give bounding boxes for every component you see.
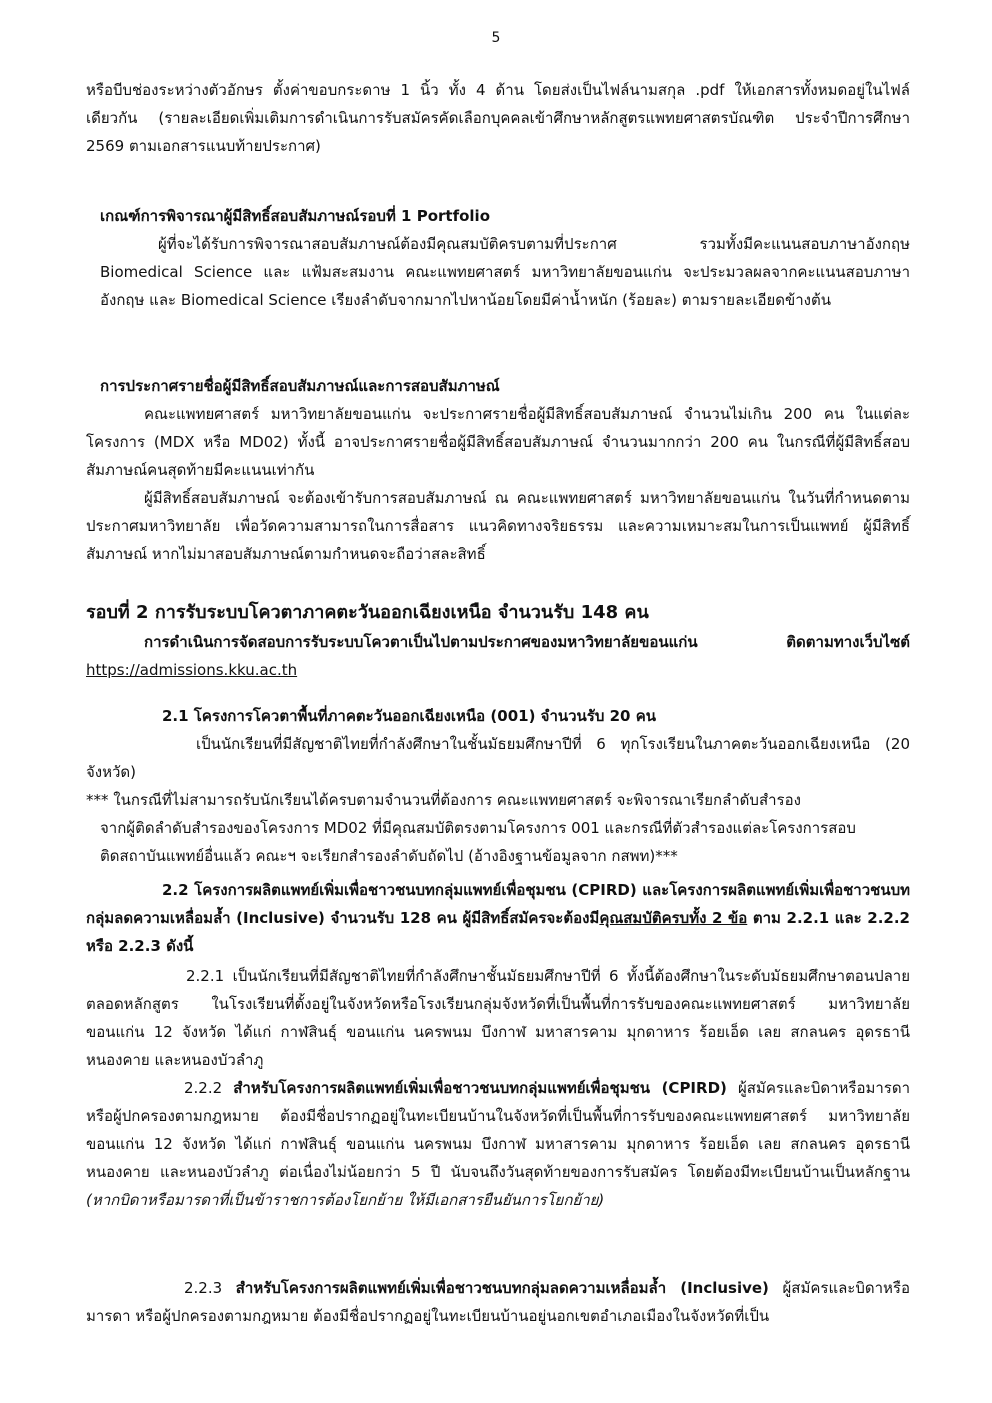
section-2-2-3-body [86,1274,910,1330]
announcement-heading: การประกาศรายชื่อผู้มีสิทธิ์สอบสัมภาษณ์และการสอบสัมภาษณ์ [100,377,500,395]
section-2-2-3-title: สำหรับโครงการผลิตแพทย์เพิ่มเพื่อชาวชนบทกลุ่มลดความเหลื่อมล้ำ (Inclusive) [235,1279,769,1297]
portfolio-section [86,202,910,314]
section-2-2-3-text: ผู้สมัครและบิดาหรือมารดา หรือผู้ปกครองตามกฎหมาย ต้องมีชื่อปรากฏอยู่ในทะเบียนบ้านอยู่นอกเขตอำเภอเมืองในจังหวัดที่เป็น [86,1279,910,1325]
section-2-1-body: เป็นนักเรียนที่มีสัญชาติไทยที่กำลังศึกษาในชั้นมัธยมศึกษาปีที่ 6 ทุกโรงเรียนในภาคตะวันออกเฉียงเหนือ (20 จังหวัด) [86,735,910,781]
section-2-2-2-text: ผู้สมัครและบิดาหรือมารดาหรือผู้ปกครองตามกฎหมาย ต้องมีชื่อปรากฏอยู่ในทะเบียนบ้านในจังหวัดที่เป็นพื้นที่การรับของคณะแพทยศาสตร์ มหาวิทยาลัยขอนแก่น 12 จังหวัด ได้แก่ กาฬสินธุ์ ขอนแก่น นครพนม บึงกาฬ มหาสารคาม มุกดาหาร ร้อยเอ็ด เลย สกลนคร อุดรธานี หนองคาย และหนองบัวลำภู ต่อเนื่องไม่น้อยกว่า 5 ปี นับจนถึงวันสุดท้ายของการรับสมัคร โดยต้องมีทะเบียนบ้านเป็นหลักฐาน [86,1079,910,1181]
section-2-1-note-line2: จากผู้ติดลำดับสำรองของโครงการ MD02 ที่มีคุณสมบัติตรงตามโครงการ 001 และกรณีที่ตัวสำรองแต่ละโครงการสอบ [100,819,856,837]
portfolio-heading: เกณฑ์การพิจารณาผู้มีสิทธิ์สอบสัมภาษณ์รอบที่ 1 Portfolio [100,207,490,225]
announcement-para2: ผู้มีสิทธิ์สอบสัมภาษณ์ จะต้องเข้ารับการสอบสัมภาษณ์ ณ คณะแพทยศาสตร์ มหาวิทยาลัยขอนแก่น ในวันที่กำหนดตามประกาศมหาวิทยาลัย เพื่อวัดความสามารถในการสื่อสาร แนวคิดทางจริยธรรม และความเหมาะสมในการเป็นแพทย์ ผู้มีสิทธิ์สัมภาษณ์ หากไม่มาสอบสัมภาษณ์ตามกำหนดจะถือว่าสละสิทธิ์ [86,489,910,563]
section-2-2-heading-underlined: คุณสมบัติครบทั้ง 2 ข้อ [599,909,748,927]
portfolio-body: ผู้ที่จะได้รับการพิจารณาสอบสัมภาษณ์ต้องมีคุณสมบัติครบตามที่ประกาศ รวมทั้งมีคะแนนสอบภาษาอังกฤษ Biomedical Science และ แฟ้มสะสมงาน คณะแพทยศาสตร์ มหาวิทยาลัยขอนแก่น จะประมวลผลจากคะแนนสอบภาษาอังกฤษ และ Biomedical Science เรียงลำดับจากมากไปหาน้อยโดยมีค่าน้ำหนัก (ร้อยละ) ตามรายละเอียดข้างต้น [100,235,910,309]
announcement-section [86,372,910,568]
section-2-2-heading-part2: ตาม 2.2.1 และ 2.2.2 หรือ 2.2.3 ดังนี้ [86,909,910,955]
admissions-link[interactable]: https://admissions.kku.ac.th [86,661,298,679]
round2-section [86,598,910,684]
section-2-1-note-line3: ติดสถาบันแพทย์อื่นแล้ว คณะฯ จะเรียกสำรองลำดับถัดไป (อ้างอิงฐานข้อมูลจาก กสพท)*** [100,847,678,865]
page-number: 5 [491,30,501,46]
section-2-2-heading [86,876,910,960]
announcement-para1: คณะแพทยศาสตร์ มหาวิทยาลัยขอนแก่น จะประกาศรายชื่อผู้มีสิทธิ์สอบสัมภาษณ์ จำนวนไม่เกิน 200 คน ในแต่ละโครงการ (MDX หรือ MD02) ทั้งนี้ อาจประกาศรายชื่อผู้มีสิทธิ์สอบสัมภาษณ์ จำนวนมากกว่า 200 คน ในกรณีที่ผู้มีสิทธิ์สอบสัมภาษณ์คนสุดท้ายมีคะแนนเท่ากัน [86,405,910,479]
section-2-1-note-line1: *** ในกรณีที่ไม่สามารถรับนักเรียนได้ครบตามจำนวนที่ต้องการ คณะแพทยศาสตร์ จะพิจารณาเรียกลำดับสำรอง [86,791,801,809]
intro-paragraph [86,76,910,160]
round2-intro-text: การดำเนินการจัดสอบการรับระบบโควตาเป็นไปตามประกาศของมหาวิทยาลัยขอนแก่น ติดตามทางเว็บไซต์ [144,633,910,651]
section-2-2-2 [86,1074,910,1214]
section-2-2-2-body [86,1074,910,1214]
section-2-2 [86,876,910,960]
section-2-2-1 [86,962,910,1074]
section-2-1-heading: 2.1 โครงการโควตาพื้นที่ภาคตะวันออกเฉียงเหนือ (001) จำนวนรับ 20 คน [162,707,656,725]
section-2-2-heading-part1: 2.2 โครงการผลิตแพทย์เพิ่มเพื่อชาวชนบทกลุ่มแพทย์เพื่อชุมชน (CPIRD) และโครงการผลิตแพทย์เพิ่มเพื่อชาวชนบทกลุ่มลดความเหลื่อมล้ำ (Inclusive) จำนวนรับ 128 คน ผู้มีสิทธิ์สมัครจะต้องมี [86,881,910,927]
section-2-2-3 [86,1274,910,1330]
round2-heading: รอบที่ 2 การรับระบบโควตาภาคตะวันออกเฉียงเหนือ จำนวนรับ 148 คน [86,602,649,623]
section-2-2-1-body: 2.2.1 เป็นนักเรียนที่มีสัญชาติไทยที่กำลังศึกษาชั้นมัธยมศึกษาปีที่ 6 ทั้งนี้ต้องศึกษาในระดับมัธยมศึกษาตอนปลายตลอดหลักสูตร ในโรงเรียนที่ตั้งอยู่ในจังหวัดหรือโรงเรียนกลุ่มจังหวัดที่เป็นพื้นที่การรับของคณะแพทยศาสตร์ มหาวิทยาลัยขอนแก่น 12 จังหวัด ได้แก่ กาฬสินธุ์ ขอนแก่น นครพนม บึงกาฬ มหาสารคาม มุกดาหาร ร้อยเอ็ด เลย สกลนคร อุดรธานี หนองคาย และหนองบัวลำภู [86,967,910,1069]
section-2-2-3-number: 2.2.3 [184,1279,223,1297]
section-2-1 [86,702,910,870]
section-2-2-2-number: 2.2.2 [184,1079,223,1097]
section-2-2-2-italic-note: (หากบิดาหรือมารดาที่เป็นข้าราชการต้องโยกย้าย ให้มีเอกสารยืนยันการโยกย้าย) [86,1191,605,1209]
round2-intro [86,628,910,684]
section-2-2-2-title: สำหรับโครงการผลิตแพทย์เพิ่มเพื่อชาวชนบทกลุ่มแพทย์เพื่อชุมชน (CPIRD) [233,1079,727,1097]
intro-text: หรือบีบช่องระหว่างตัวอักษร ตั้งค่าขอบกระดาษ 1 นิ้ว ทั้ง 4 ด้าน โดยส่งเป็นไฟล์นามสกุล .pdf ให้เอกสารทั้งหมดอยู่ในไฟล์เดียวกัน (รายละเอียดเพิ่มเติมการดำเนินการรับสมัครคัดเลือกบุคคลเข้าศึกษาหลักสูตรแพทยศาสตรบัณฑิต ประจำปีการศึกษา 2569 ตามเอกสารแนบท้ายประกาศ) [86,81,910,155]
